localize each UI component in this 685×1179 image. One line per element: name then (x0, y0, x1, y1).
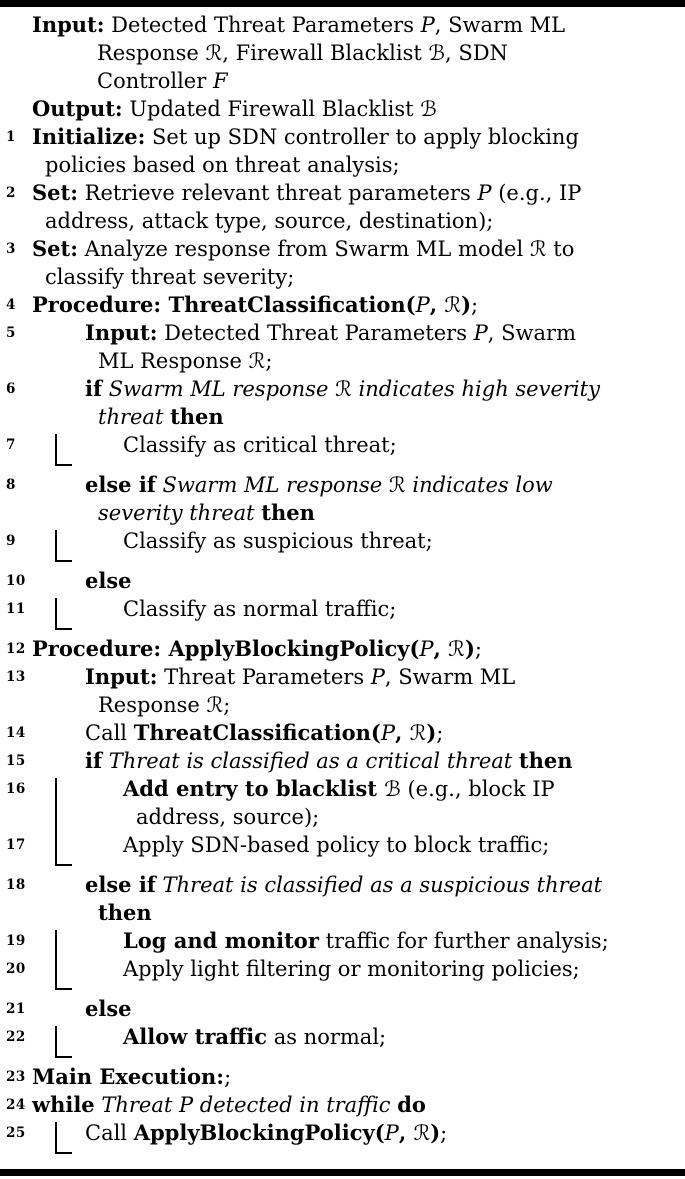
line-number: 2 (6, 185, 16, 201)
line-number: 11 (6, 601, 26, 617)
text-segment: ℛ (413, 1121, 431, 1145)
text-segment: else if (85, 472, 156, 497)
text-segment: F (212, 69, 228, 93)
block-scope (0, 1023, 681, 1051)
algo-line (0, 95, 681, 123)
text-segment: Input: (85, 664, 158, 689)
text-segment: while (32, 1092, 95, 1117)
line-number: 15 (6, 753, 26, 769)
line-number: 18 (6, 877, 26, 893)
text-segment: else if (85, 872, 156, 897)
text-segment: policies based on threat analysis; (45, 153, 400, 177)
line-number: 13 (6, 669, 26, 685)
text-segment: , (394, 720, 410, 745)
text-segment: else (85, 996, 132, 1021)
text-segment: P (370, 665, 385, 689)
algo-line (0, 747, 681, 775)
text-segment: ℬ (420, 97, 437, 121)
text-segment: P (419, 637, 434, 661)
text-segment: ) (426, 720, 437, 745)
text-segment: Log and monitor (123, 928, 319, 953)
text-segment: , Swarm ML (434, 13, 566, 37)
text-segment: threat (98, 405, 171, 429)
text-segment: Threat Parameters (157, 665, 371, 689)
text-segment: detected in traffic (193, 1093, 398, 1117)
text-segment: ) (430, 1120, 441, 1145)
text-segment: ℛ (206, 693, 224, 717)
text-segment: Threat is classified as a critical threat (102, 749, 519, 773)
text-segment: then (98, 900, 152, 925)
algo-line (0, 927, 681, 955)
text-segment: else (85, 568, 132, 593)
text-segment: Controller (97, 69, 213, 93)
line-content (32, 11, 565, 95)
algo-line (0, 1023, 681, 1051)
text-segment: , Swarm (487, 321, 576, 345)
block-scope (0, 527, 681, 555)
algo-line (0, 995, 681, 1023)
text-segment: Set: (32, 236, 78, 261)
text-segment: Procedure: ApplyBlockingPolicy( (32, 636, 420, 661)
line-content (32, 291, 478, 319)
text-segment: ℬ (428, 41, 445, 65)
text-segment: (e.g., IP (491, 181, 582, 205)
algo-line (0, 831, 681, 859)
algo-line (0, 1119, 681, 1147)
line-content (123, 955, 580, 983)
text-segment: Allow traffic (123, 1024, 268, 1049)
text-segment: Input: (32, 12, 105, 37)
block-scope (0, 1119, 681, 1147)
text-segment: Input: (85, 320, 158, 345)
text-segment: Classify as critical threat; (123, 433, 397, 457)
text-segment: ℬ (384, 777, 401, 801)
text-segment: ; (436, 721, 444, 745)
text-segment: Detected Threat Parameters (157, 321, 474, 345)
text-segment: then (170, 404, 224, 429)
line-content (32, 123, 579, 179)
algo-line (0, 955, 681, 983)
text-segment: Swarm ML response (155, 473, 389, 497)
text-segment: Classify as normal traffic; (123, 597, 397, 621)
algo-line (0, 375, 681, 431)
text-segment: Call (85, 1121, 134, 1145)
line-content (32, 1063, 231, 1091)
text-segment: Threat (94, 1093, 179, 1117)
line-number: 16 (6, 781, 26, 797)
text-segment: ℛ (444, 293, 462, 317)
text-segment: ) (464, 636, 475, 661)
text-segment: indicates high severity (351, 377, 600, 401)
algo-line (0, 431, 681, 459)
text-segment: Call (85, 721, 134, 745)
line-number: 21 (6, 1001, 26, 1017)
line-number: 19 (6, 933, 26, 949)
text-segment: Retrieve relevant threat parameters (77, 181, 478, 205)
text-segment: Detected Threat Parameters (104, 13, 421, 37)
algo-line (0, 1063, 681, 1091)
line-content (85, 995, 132, 1023)
line-content (85, 471, 553, 527)
text-segment: P (473, 321, 488, 345)
text-segment: Response (98, 693, 207, 717)
line-number: 6 (6, 381, 16, 397)
text-segment: Analyze response from Swarm ML model (77, 237, 530, 261)
text-segment: Updated Firewall Blacklist (122, 97, 421, 121)
text-segment: Initialize: (32, 124, 146, 149)
line-content (32, 179, 581, 235)
text-segment: ; (223, 693, 231, 717)
text-segment: Response (97, 41, 206, 65)
text-segment: P (178, 1093, 194, 1117)
text-segment: Threat is classified as a suspicious threat (155, 873, 603, 897)
text-segment: indicates low (405, 473, 553, 497)
algo-line (0, 123, 681, 179)
line-content (85, 1119, 447, 1147)
algo-line (0, 527, 681, 555)
text-segment: traffic for further analysis; (318, 929, 609, 953)
line-content (85, 319, 576, 375)
text-segment: , (433, 636, 449, 661)
line-content (85, 663, 515, 719)
text-segment: Apply SDN-based policy to block traffic; (123, 833, 550, 857)
text-segment: P (384, 1121, 399, 1145)
line-number: 23 (6, 1069, 26, 1085)
line-number: 8 (6, 477, 16, 493)
text-segment: ℛ (388, 473, 406, 497)
line-number: 22 (6, 1029, 26, 1045)
text-segment: Add entry to blacklist (123, 776, 385, 801)
text-segment: Procedure: ThreatClassification( (32, 292, 416, 317)
line-content (85, 747, 573, 775)
text-segment: ; (224, 1065, 232, 1089)
line-number: 3 (6, 241, 16, 257)
line-number: 5 (6, 325, 16, 341)
algo-line (0, 235, 681, 291)
text-segment: then (261, 500, 315, 525)
line-number: 14 (6, 725, 26, 741)
text-segment: ) (461, 292, 472, 317)
text-segment: ℛ (335, 377, 352, 401)
text-segment: , SDN (444, 41, 508, 65)
algo-line (0, 719, 681, 747)
text-segment: ML Response (98, 349, 249, 373)
line-content (123, 831, 549, 859)
text-segment: Main Execution: (32, 1064, 225, 1089)
text-segment: , Swarm ML (384, 665, 516, 689)
block-scope (0, 595, 681, 623)
line-content (85, 567, 132, 595)
line-content (123, 431, 397, 459)
line-content (32, 235, 574, 291)
text-segment: ApplyBlockingPolicy( (133, 1120, 385, 1145)
line-content (32, 635, 482, 663)
text-segment: Set up SDN controller to apply blocking (145, 125, 579, 149)
algo-line (0, 11, 681, 95)
text-segment: ; (440, 1121, 448, 1145)
text-segment: then (518, 748, 573, 773)
algo-line (0, 291, 681, 319)
text-segment: Set: (32, 180, 78, 205)
text-segment: , (398, 1120, 414, 1145)
bottom-rule (0, 1169, 685, 1176)
text-segment: Apply light filtering or monitoring policies; (123, 957, 580, 981)
algo-line (0, 663, 681, 719)
line-content (123, 527, 433, 555)
line-content (85, 375, 600, 431)
text-segment: (e.g., block IP (400, 777, 555, 801)
line-number: 1 (6, 129, 16, 145)
top-rule (0, 0, 685, 7)
line-number: 17 (6, 837, 26, 853)
text-segment: classify threat severity; (45, 265, 295, 289)
text-segment: ; (471, 293, 479, 317)
line-number: 25 (6, 1125, 26, 1141)
text-segment: P (415, 293, 430, 317)
algo-line (0, 471, 681, 527)
line-content (123, 927, 609, 955)
text-segment: ThreatClassification( (133, 720, 381, 745)
line-number: 10 (6, 573, 26, 589)
text-segment: ℛ (529, 237, 547, 261)
text-segment: ℛ (409, 721, 427, 745)
text-segment: ; (265, 349, 273, 373)
algo-line (0, 1091, 681, 1119)
text-segment: P (380, 721, 395, 745)
line-content (85, 719, 443, 747)
text-segment: severity threat (98, 501, 262, 525)
line-content (32, 95, 437, 123)
block-scope (0, 927, 681, 983)
algo-line (0, 179, 681, 235)
text-segment: Output: (32, 96, 123, 121)
text-segment: ℛ (205, 41, 223, 65)
text-segment: Classify as suspicious threat; (123, 529, 433, 553)
line-number: 4 (6, 297, 16, 313)
text-segment: P (420, 13, 435, 37)
line-number: 12 (6, 641, 26, 657)
algo-line (0, 319, 681, 375)
line-content (123, 775, 555, 831)
algo-line (0, 871, 681, 927)
line-number: 9 (6, 533, 16, 549)
text-segment: , (429, 292, 445, 317)
line-number: 24 (6, 1097, 26, 1113)
line-content (32, 1091, 426, 1119)
line-content (123, 595, 396, 623)
text-segment: address, source); (136, 805, 320, 829)
text-segment: , Firewall Blacklist (222, 41, 429, 65)
text-segment: ℛ (248, 349, 266, 373)
line-number: 7 (6, 437, 16, 453)
block-scope (0, 775, 681, 859)
block-scope (0, 431, 681, 459)
line-content (123, 1023, 386, 1051)
text-segment: ; (474, 637, 482, 661)
algo-line (0, 635, 681, 663)
algo-line (0, 775, 681, 831)
line-content (85, 871, 602, 927)
algorithm-body (0, 11, 681, 1159)
text-segment: if (85, 376, 103, 401)
text-segment: ℛ (448, 637, 465, 661)
text-segment: P (477, 181, 492, 205)
text-segment: do (397, 1092, 426, 1117)
text-segment: as normal; (267, 1025, 387, 1049)
line-number: 20 (6, 961, 26, 977)
algo-line (0, 595, 681, 623)
text-segment: to (546, 237, 575, 261)
text-segment: Swarm ML response (102, 377, 336, 401)
algo-line (0, 567, 681, 595)
text-segment: address, attack type, source, destination); (45, 209, 494, 233)
text-segment: if (85, 748, 103, 773)
